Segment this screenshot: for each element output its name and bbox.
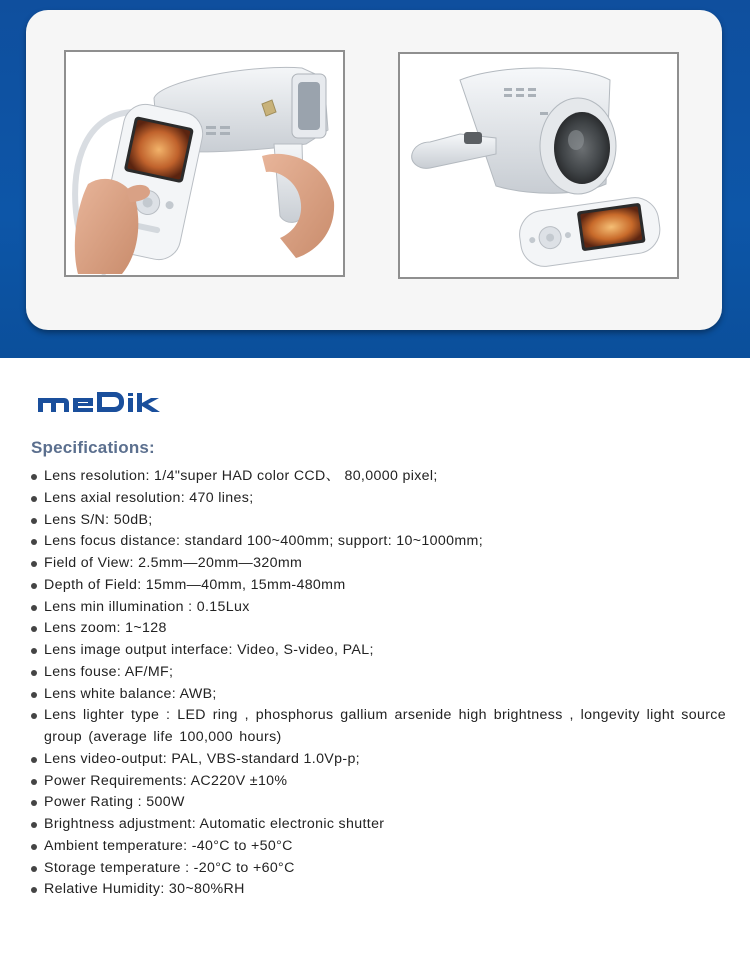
product-photo-handheld bbox=[64, 50, 345, 277]
spec-item: Lens video-output: PAL, VBS-standard 1.0Vp-p; bbox=[30, 749, 726, 771]
spec-item: Lens fouse: AF/MF; bbox=[30, 662, 726, 684]
spec-item: Lens focus distance: standard 100~400mm; support: 10~1000mm; bbox=[30, 531, 726, 553]
spec-item: Lens zoom: 1~128 bbox=[30, 618, 726, 640]
product-photo-card bbox=[26, 10, 722, 330]
spec-item: Field of View: 2.5mm—20mm—320mm bbox=[30, 553, 726, 575]
spec-item: Brightness adjustment: Automatic electronic shutter bbox=[30, 814, 726, 836]
spec-item: Lens white balance: AWB; bbox=[30, 684, 726, 706]
top-banner bbox=[0, 0, 750, 358]
spec-item: Storage temperature : -20°C to +60°C bbox=[30, 858, 726, 880]
spec-item: Lens lighter type : LED ring , phosphorus gallium arsenide high brightness , longevity light source group (average life 100,000 hours) bbox=[30, 705, 726, 749]
spec-item: Lens image output interface: Video, S-video, PAL; bbox=[30, 640, 726, 662]
specifications-list bbox=[30, 466, 726, 901]
spec-item: Lens min illumination : 0.15Lux bbox=[30, 597, 726, 619]
spec-item: Lens axial resolution: 470 lines; bbox=[30, 488, 726, 510]
spec-item: Lens resolution: 1/4"super HAD color CCD、 80,0000 pixel; bbox=[30, 466, 726, 488]
spec-item: Lens S/N: 50dB; bbox=[30, 510, 726, 532]
spec-item: Relative Humidity: 30~80%RH bbox=[30, 879, 726, 901]
medik-logo bbox=[38, 392, 160, 414]
spec-item: Ambient temperature: -40°C to +50°C bbox=[30, 836, 726, 858]
product-photo-studio bbox=[398, 52, 679, 279]
spec-item: Power Requirements: AC220V ±10% bbox=[30, 771, 726, 793]
spec-item: Power Rating : 500W bbox=[30, 792, 726, 814]
spec-item: Depth of Field: 15mm—40mm, 15mm-480mm bbox=[30, 575, 726, 597]
specifications-heading: Specifications: bbox=[31, 438, 155, 457]
